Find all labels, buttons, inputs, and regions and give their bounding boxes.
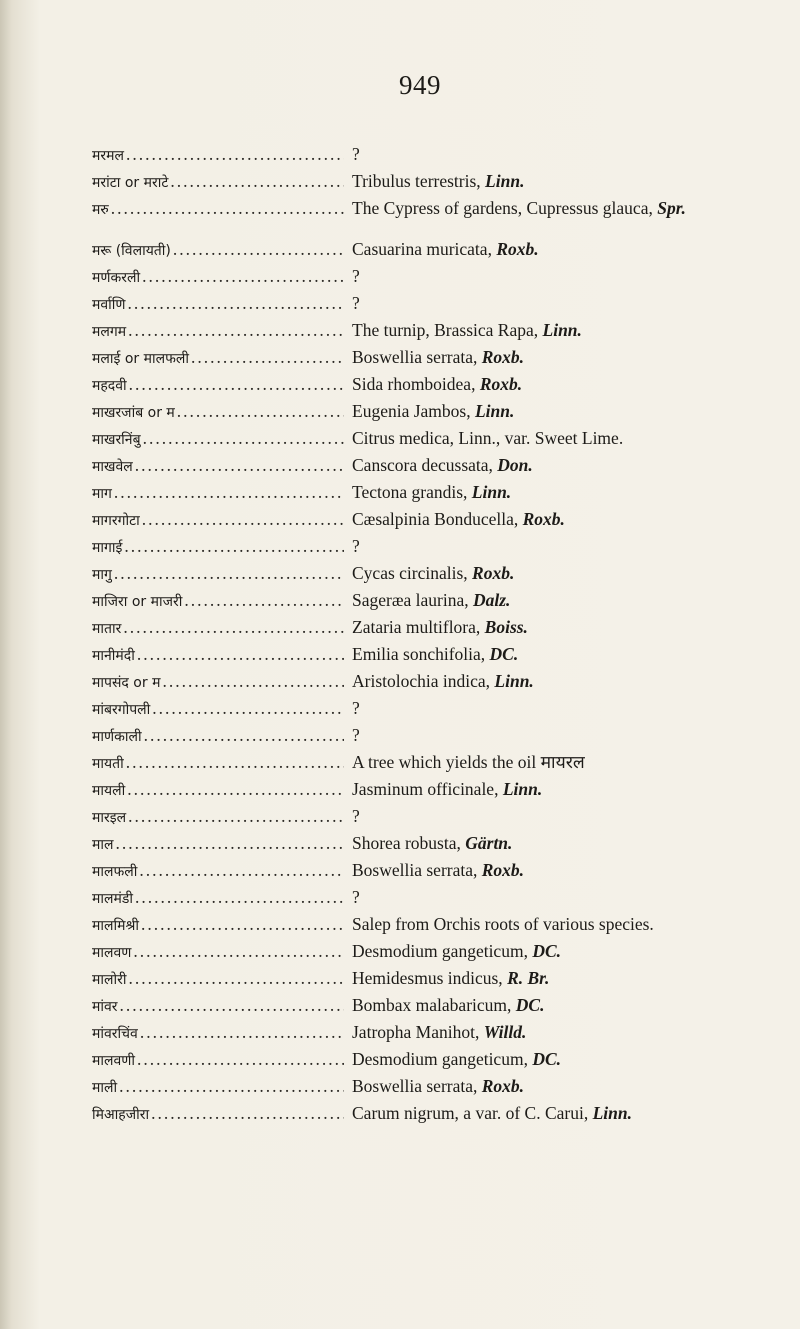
entry-description xyxy=(352,507,792,532)
dot-leader xyxy=(173,237,344,262)
entry-term-cell xyxy=(92,399,344,426)
entry-description-text: Casuarina muricata, xyxy=(352,239,497,259)
entry-term-cell xyxy=(92,939,344,966)
entry-term: मायली xyxy=(92,783,126,799)
entry-term-cell xyxy=(92,426,344,453)
entry-term-cell xyxy=(92,912,344,939)
entry-author: Roxb. xyxy=(496,239,539,259)
entry-description xyxy=(352,399,792,424)
entry-term: मांवरचिंव xyxy=(92,1026,138,1042)
entry-description-text: The turnip, Brassica Rapa, xyxy=(352,320,543,340)
entry-description-text: ? xyxy=(352,293,360,313)
glossary-entry xyxy=(92,480,792,507)
glossary-entry xyxy=(92,642,792,669)
glossary-entry xyxy=(92,372,792,399)
entry-author: Linn. xyxy=(592,1103,632,1123)
entry-term: माली xyxy=(92,1080,118,1096)
entry-description xyxy=(352,669,792,694)
entry-author: Roxb. xyxy=(481,347,525,367)
entry-author: Don. xyxy=(497,455,533,475)
entry-author: Spr. xyxy=(657,198,686,218)
entry-term-cell xyxy=(92,642,344,669)
entry-term-cell xyxy=(92,1101,344,1128)
entry-term: मापसंद or म xyxy=(92,675,161,691)
entry-description xyxy=(352,966,792,991)
section-gap xyxy=(92,223,792,237)
entry-term: मलाई or मालफली xyxy=(92,351,189,367)
dot-leader xyxy=(151,1101,344,1126)
entry-description xyxy=(352,196,792,221)
dot-leader xyxy=(114,480,344,505)
entry-description-text: A tree which yields the oil मायरल xyxy=(352,752,585,772)
entry-author: Gärtn. xyxy=(465,833,513,853)
entry-term-cell xyxy=(92,196,344,223)
entry-term-cell xyxy=(92,777,344,804)
dot-leader xyxy=(126,142,344,167)
entry-description-text: Canscora decussata, xyxy=(352,455,498,475)
entry-description-text: Aristolochia indica, xyxy=(352,671,495,691)
entry-description-text: ? xyxy=(352,887,360,907)
dot-leader xyxy=(144,723,344,748)
entry-description-text: Tectona grandis, xyxy=(352,482,472,502)
entry-term-cell xyxy=(92,345,344,372)
dot-leader xyxy=(152,696,344,721)
entry-term: माग xyxy=(92,486,112,502)
entry-description xyxy=(352,588,792,613)
glossary-entry xyxy=(92,615,792,642)
entry-term: मर्णकरली xyxy=(92,270,141,286)
dot-leader xyxy=(129,372,344,397)
entry-author: Roxb. xyxy=(481,1076,525,1096)
entry-term-cell xyxy=(92,142,344,169)
entry-description-text: The Cypress of gardens, Cupressus glauca, xyxy=(352,198,658,218)
entry-description-text: ? xyxy=(352,725,360,745)
entry-author: DC. xyxy=(515,995,545,1015)
dot-leader xyxy=(142,507,344,532)
entry-description xyxy=(352,1020,792,1045)
entry-description xyxy=(352,561,792,586)
entry-term: महदवी xyxy=(92,378,127,394)
dot-leader xyxy=(135,885,344,910)
entry-term-cell xyxy=(92,561,344,588)
entry-description-text: ? xyxy=(352,266,360,286)
dot-leader xyxy=(126,750,344,775)
glossary-entry xyxy=(92,723,792,750)
entry-list xyxy=(92,142,792,1128)
entry-description xyxy=(352,372,792,397)
glossary-entry xyxy=(92,831,792,858)
dot-leader xyxy=(143,426,344,451)
entry-term: मालवणी xyxy=(92,1053,136,1069)
entry-author: Roxb. xyxy=(522,509,565,529)
entry-term-cell xyxy=(92,831,344,858)
glossary-entry xyxy=(92,507,792,534)
entry-term-cell xyxy=(92,169,344,196)
entry-description xyxy=(352,696,792,721)
entry-description-text: Citrus medica, Linn., var. Sweet Lime. xyxy=(352,428,624,448)
entry-description xyxy=(352,615,792,640)
page-number: 949 xyxy=(399,70,441,100)
dot-leader xyxy=(124,534,344,559)
entry-term-cell xyxy=(92,372,344,399)
entry-term: मानीमंदी xyxy=(92,648,135,664)
entry-term-cell xyxy=(92,264,344,291)
entry-description xyxy=(352,169,792,194)
glossary-entry xyxy=(92,1020,792,1047)
entry-description-text: Shorea robusta, xyxy=(352,833,466,853)
entry-term: मालवण xyxy=(92,945,132,961)
entry-description-text: Salep from Orchis roots of various species. xyxy=(352,914,654,934)
entry-description xyxy=(352,858,792,883)
entry-description-text: Hemidesmus indicus, xyxy=(352,968,508,988)
entry-term-cell xyxy=(92,291,344,318)
glossary-entry xyxy=(92,858,792,885)
glossary-entry xyxy=(92,885,792,912)
glossary-entry xyxy=(92,264,792,291)
entry-term: मायती xyxy=(92,756,124,772)
dot-leader xyxy=(111,196,344,221)
glossary-entry xyxy=(92,750,792,777)
entry-term-cell xyxy=(92,696,344,723)
dot-leader xyxy=(142,264,344,289)
entry-term-cell xyxy=(92,453,344,480)
entry-description xyxy=(352,642,792,667)
entry-description xyxy=(352,318,792,343)
entry-author: Roxb. xyxy=(479,374,523,394)
entry-description xyxy=(352,885,792,910)
entry-author: Linn. xyxy=(474,401,515,421)
entry-term-cell xyxy=(92,507,344,534)
entry-description-text: Cæsalpinia Bonducella, xyxy=(352,509,523,529)
dot-leader xyxy=(191,345,344,370)
entry-term-cell xyxy=(92,534,344,561)
glossary-entry xyxy=(92,426,792,453)
dot-leader xyxy=(128,318,344,343)
entry-author: Willd. xyxy=(483,1022,527,1042)
entry-term: मालमिश्री xyxy=(92,918,140,934)
dot-leader xyxy=(133,939,344,964)
entry-term-cell xyxy=(92,723,344,750)
entry-author: Linn. xyxy=(485,171,525,191)
entry-term: मागाई xyxy=(92,540,123,556)
entry-term-cell xyxy=(92,669,344,696)
glossary-entry xyxy=(92,939,792,966)
glossary-entry xyxy=(92,534,792,561)
entry-description xyxy=(352,534,792,559)
entry-term: मालफली xyxy=(92,864,138,880)
entry-description-text: Desmodium gangeticum, xyxy=(352,941,533,961)
entry-term: मातार xyxy=(92,621,122,637)
dot-leader xyxy=(135,453,344,478)
glossary-entry xyxy=(92,142,792,169)
glossary-entry xyxy=(92,1047,792,1074)
entry-term-cell xyxy=(92,885,344,912)
entry-author: Dalz. xyxy=(473,590,511,610)
entry-term: माखवेल xyxy=(92,459,133,475)
dot-leader xyxy=(128,291,344,316)
glossary-entry xyxy=(92,237,792,264)
entry-term: मरमल xyxy=(92,148,124,164)
dot-leader xyxy=(120,993,344,1018)
entry-term: मालमंडी xyxy=(92,891,133,907)
glossary-entry xyxy=(92,1101,792,1128)
entry-description xyxy=(352,831,792,856)
entry-author: Roxb. xyxy=(472,563,515,583)
entry-term: मर्वाणि xyxy=(92,297,126,313)
entry-description-text: ? xyxy=(352,144,360,164)
entry-term: माखरजांब or म xyxy=(92,405,175,421)
glossary-entry xyxy=(92,169,792,196)
glossary-entry xyxy=(92,696,792,723)
entry-description-text: ? xyxy=(352,806,360,826)
glossary-entry xyxy=(92,804,792,831)
entry-term-cell xyxy=(92,588,344,615)
entry-description-text: Boswellia serrata, xyxy=(352,1076,482,1096)
entry-author: Roxb. xyxy=(481,860,525,880)
glossary-entry xyxy=(92,993,792,1020)
dot-leader xyxy=(162,669,344,694)
entry-description-text: Tribulus terrestris, xyxy=(352,171,486,191)
entry-description xyxy=(352,912,792,937)
entry-term: मागरगोटा xyxy=(92,513,140,529)
entry-author: Linn. xyxy=(542,320,582,340)
entry-term-cell xyxy=(92,804,344,831)
entry-term: माजिरा or माजरी xyxy=(92,594,183,610)
glossary-entry xyxy=(92,912,792,939)
entry-description-text: ? xyxy=(352,698,360,718)
entry-description xyxy=(352,1074,792,1099)
entry-author: Linn. xyxy=(494,671,534,691)
dot-leader xyxy=(137,642,344,667)
entry-description xyxy=(352,264,792,289)
entry-description-text: ? xyxy=(352,536,360,556)
entry-description-text: Boswellia serrata, xyxy=(352,860,482,880)
dot-leader xyxy=(114,561,344,586)
entry-author: DC. xyxy=(532,1049,562,1069)
entry-description xyxy=(352,939,792,964)
entry-description xyxy=(352,237,792,262)
entry-description xyxy=(352,1101,792,1126)
entry-term: माखरनिंबु xyxy=(92,432,141,448)
glossary-entry xyxy=(92,588,792,615)
entry-term: मलगम xyxy=(92,324,127,340)
entry-term: मागु xyxy=(92,567,112,583)
entry-term-cell xyxy=(92,966,344,993)
entry-term-cell xyxy=(92,615,344,642)
glossary-entry xyxy=(92,345,792,372)
entry-term-cell xyxy=(92,318,344,345)
dot-leader xyxy=(141,912,344,937)
entry-term: मिआहजीरा xyxy=(92,1107,150,1123)
entry-description-text: Bombax malabaricum, xyxy=(352,995,516,1015)
dot-leader xyxy=(140,1020,344,1045)
entry-description xyxy=(352,804,792,829)
entry-term: मांबरगोपली xyxy=(92,702,151,718)
entry-description-text: Boswellia serrata, xyxy=(352,347,482,367)
entry-description-text: Emilia sonchifolia, xyxy=(352,644,490,664)
entry-author: DC. xyxy=(489,644,519,664)
entry-description xyxy=(352,291,792,316)
entry-term: मांवर xyxy=(92,999,118,1015)
dot-leader xyxy=(177,399,344,424)
glossary-entry xyxy=(92,1074,792,1101)
entry-description-text: Zataria multiflora, xyxy=(352,617,485,637)
entry-term-cell xyxy=(92,750,344,777)
dot-leader xyxy=(116,831,345,856)
entry-description xyxy=(352,1047,792,1072)
entry-description xyxy=(352,453,792,478)
dot-leader xyxy=(128,804,344,829)
entry-author: Linn. xyxy=(471,482,512,502)
entry-term: मार्णकाली xyxy=(92,729,142,745)
glossary-entry xyxy=(92,669,792,696)
entry-term-cell xyxy=(92,993,344,1020)
entry-term: मरू (विलायती) xyxy=(92,243,171,259)
entry-description-text: Jasminum officinale, xyxy=(352,779,503,799)
glossary-entry xyxy=(92,399,792,426)
glossary-entry xyxy=(92,777,792,804)
entry-term-cell xyxy=(92,1047,344,1074)
dot-leader xyxy=(184,588,344,613)
entry-description xyxy=(352,777,792,802)
glossary-entry xyxy=(92,561,792,588)
glossary-entry xyxy=(92,196,792,223)
entry-term-cell xyxy=(92,1074,344,1101)
dot-leader xyxy=(139,858,344,883)
entry-description-text: Cycas circinalis, xyxy=(352,563,473,583)
entry-term: माल xyxy=(92,837,114,853)
glossary-entry xyxy=(92,291,792,318)
entry-term: मरांटा or मराटे xyxy=(92,175,169,191)
entry-description xyxy=(352,142,792,167)
entry-term-cell xyxy=(92,858,344,885)
entry-author: DC. xyxy=(532,941,562,961)
entry-description xyxy=(352,723,792,748)
entry-description-text: Sida rhomboidea, xyxy=(352,374,480,394)
entry-term-cell xyxy=(92,1020,344,1047)
entry-description xyxy=(352,480,792,505)
entry-description-text: Desmodium gangeticum, xyxy=(352,1049,533,1069)
entry-description xyxy=(352,345,792,370)
dot-leader xyxy=(128,966,344,991)
entry-description xyxy=(352,993,792,1018)
entry-description-text: Eugenia Jambos, xyxy=(352,401,475,421)
entry-description-text: Carum nigrum, a var. of C. Carui, xyxy=(352,1103,593,1123)
entry-term-cell xyxy=(92,480,344,507)
glossary-entry xyxy=(92,966,792,993)
entry-author: Linn. xyxy=(502,779,543,799)
entry-description-text: Sageræa laurina, xyxy=(352,590,473,610)
dot-leader xyxy=(119,1074,344,1099)
entry-author: R. Br. xyxy=(507,968,550,988)
entry-term: मारइल xyxy=(92,810,127,826)
entry-author: Boiss. xyxy=(484,617,528,637)
entry-description-text: Jatropha Manihot, xyxy=(352,1022,484,1042)
entry-term: मालोरी xyxy=(92,972,127,988)
glossary-entry xyxy=(92,318,792,345)
entry-term-cell xyxy=(92,237,344,264)
entry-description xyxy=(352,426,792,451)
dot-leader xyxy=(137,1047,344,1072)
dot-leader xyxy=(123,615,344,640)
glossary-entry xyxy=(92,453,792,480)
dot-leader xyxy=(170,169,344,194)
entry-term: मरु xyxy=(92,202,109,218)
entry-description xyxy=(352,750,792,775)
dot-leader xyxy=(127,777,344,802)
